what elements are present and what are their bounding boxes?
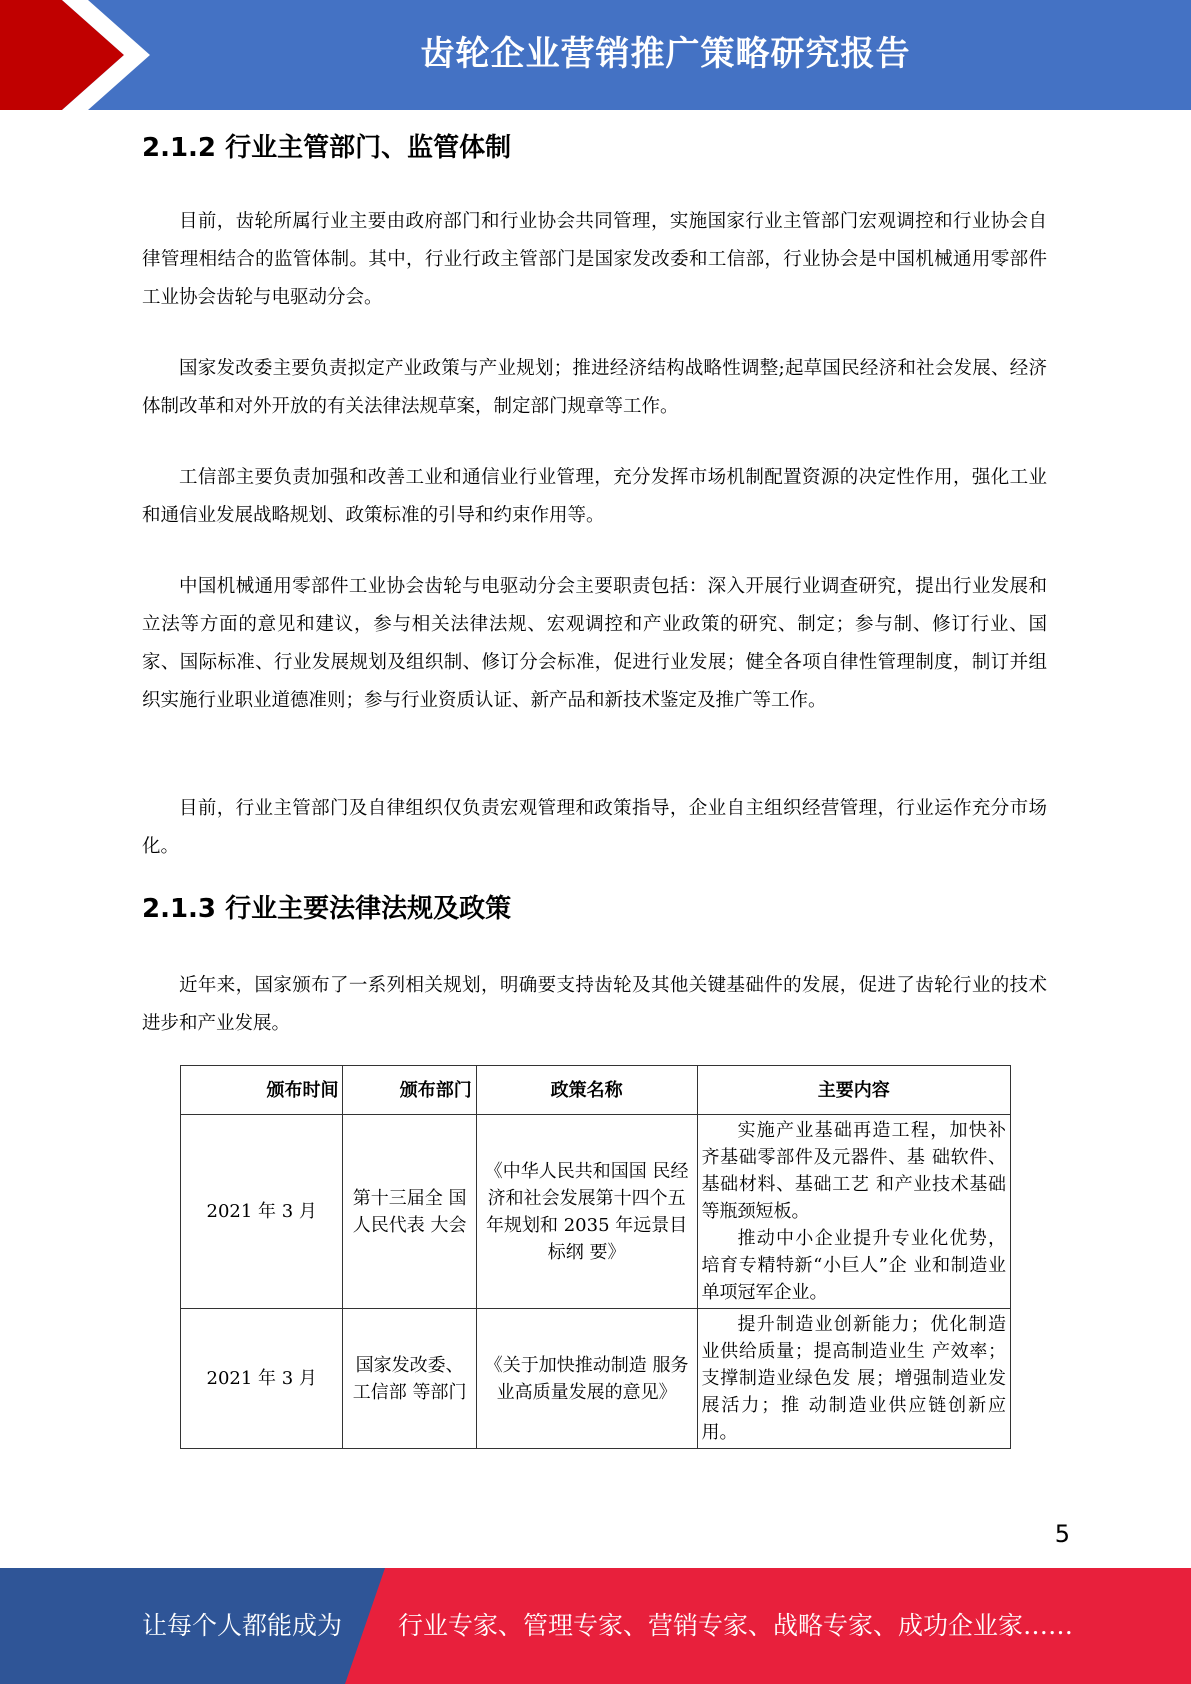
- header-cell-date: 颁布时间: [181, 1066, 343, 1115]
- footer-slogan-right: 行业专家、管理专家、营销专家、战略专家、成功企业家……: [398, 1611, 1074, 1640]
- content-paragraph: 推动中小企业提升专业化优势，培育专精特新“小巨人”企 业和制造业单项冠军企业。: [701, 1228, 1006, 1303]
- paragraph: 中国机械通用零部件工业协会齿轮与电驱动分会主要职责包括：深入开展行业调查研究，提出行业发展和立法等方面的意见和建议，参与相关法律法规、宏观调控和产业政策的研究、制定；参与制、修订行业、国家、国际标准、行业发展规划及组织制、修订分会标准，促进行业发展；健全各项自律性管理制度，制订并组织实施行业职业道德准则；参与行业资质认证、新产品和新技术鉴定及推广等工作。: [142, 576, 1047, 711]
- paragraph: 近年来，国家颁布了一系列相关规划，明确要支持齿轮及其他关键基础件的发展，促进了齿轮行业的技术进步和产业发展。: [142, 975, 1047, 1034]
- content-paragraph: 实施产业基础再造工程，加快补齐基础零部件及元器件、基 础软件、基础材料、基础工艺 和产业技术基础等瓶颈短板。: [701, 1120, 1006, 1222]
- table-row: [181, 1309, 1011, 1449]
- footer-banner: [0, 1568, 1191, 1684]
- paragraph: 工信部主要负责加强和改善工业和通信业行业管理，充分发挥市场机制配置资源的决定性作用，强化工业和通信业发展战略规划、政策标准的引导和约束作用等。: [142, 467, 1047, 526]
- header-banner: [0, 0, 1191, 110]
- header-cell-policy-name: 政策名称: [476, 1066, 697, 1115]
- paragraph: 目前，行业主管部门及自律组织仅负责宏观管理和政策指导，企业自主组织经营管理，行业运作充分市场化。: [142, 798, 1047, 857]
- policy-table: [180, 1065, 1011, 1449]
- header-cell-content: 主要内容: [697, 1066, 1010, 1115]
- page-number: 5: [1054, 1520, 1070, 1548]
- cell-dept: 第十三届全 国人民代表 大会: [343, 1115, 476, 1309]
- footer-slogan-left: 让每个人都能成为: [142, 1611, 343, 1640]
- paragraph: 目前，齿轮所属行业主要由政府部门和行业协会共同管理，实施国家行业主管部门宏观调控和行业协会自律管理相结合的监管体制。其中，行业行政主管部门是国家发改委和工信部，行业协会是中国机械通用零部件工业协会齿轮与电驱动分会。: [142, 211, 1047, 308]
- section-heading-2-1-2: 2.1.2 行业主管部门、监管体制: [142, 133, 512, 163]
- cell-policy-name: 《关于加快推动制造 服务业高质量发展的意见》: [476, 1309, 697, 1449]
- cell-content: [697, 1115, 1010, 1309]
- cell-dept: 国家发改委、工信部 等部门: [343, 1309, 476, 1449]
- cell-date: 2021 年 3 月: [181, 1115, 343, 1309]
- document-title: 齿轮企业营销推广策略研究报告: [420, 34, 911, 74]
- cell-date: 2021 年 3 月: [181, 1309, 343, 1449]
- table-row: [181, 1115, 1011, 1309]
- paragraph: 国家发改委主要负责拟定产业政策与产业规划；推进经济结构战略性调整;起草国民经济和社会发展、经济体制改革和对外开放的有关法律法规草案，制定部门规章等工作。: [142, 358, 1047, 417]
- section-heading-2-1-3: 2.1.3 行业主要法律法规及政策: [142, 894, 512, 924]
- content-paragraph: 提升制造业创新能力；优化制造业供给质量；提高制造业生 产效率；支撑制造业绿色发 展；增强制造业发展活力；推 动制造业供应链创新应用。: [701, 1314, 1006, 1443]
- table-header-row: [181, 1066, 1011, 1115]
- header-arrow-decoration: [0, 0, 160, 110]
- cell-policy-name: 《中华人民共和国国 民经济和社会发展第十四个五年规划和 2035 年远景目标纲 要》: [476, 1115, 697, 1309]
- cell-content: [697, 1309, 1010, 1449]
- header-cell-dept: 颁布部门: [343, 1066, 476, 1115]
